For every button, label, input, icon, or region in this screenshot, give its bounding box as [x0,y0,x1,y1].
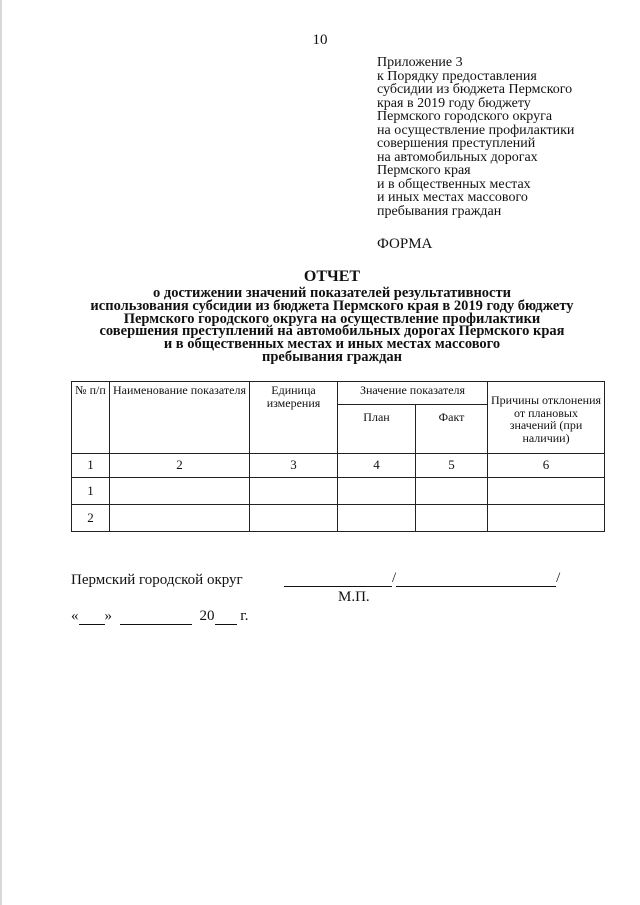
header-row [72,382,605,405]
column-number: 6 [488,454,605,478]
header-num: № п/п [72,382,110,454]
signature-separator: / [392,570,397,586]
header-name: Наименование показателя [110,382,250,454]
appendix-line: субсидии из бюджета Пермского [377,82,573,97]
row-num: 2 [72,505,110,532]
subtitle-line: и в общественных местах и иных местах массового [163,336,501,353]
signature-field[interactable] [284,571,392,587]
row-reason-cell[interactable] [488,505,605,532]
row-plan-cell[interactable] [338,505,416,532]
column-number: 1 [72,454,110,478]
row-fact-cell[interactable] [416,505,488,532]
subtitle-line: Пермского городского округа на осуществление профилактики [123,310,541,327]
subtitle-line: совершения преступлений на автомобильных дорогах Пермского края [99,323,565,340]
subtitle-line: использования субсидии из бюджета Пермского края в 2019 году бюджету [90,297,574,314]
date-close-quote: » [104,608,112,624]
header-plan: План [338,405,416,454]
row-plan-cell[interactable] [338,478,416,505]
signature-separator: / [556,570,561,586]
appendix-line: Пермского городского округа [377,109,553,124]
appendix-line: края в 2019 году бюджету [377,95,531,111]
row-unit-cell[interactable] [250,505,338,532]
column-number: 3 [250,454,338,478]
row-name-cell[interactable] [110,505,250,532]
stamp-label: М.П. [338,589,370,605]
page-number: 10 [312,32,328,48]
row-num: 1 [72,478,110,505]
subtitle-line: пребывания граждан [261,348,403,365]
column-number-row [72,454,605,478]
row-name-cell[interactable] [110,478,250,505]
appendix-line: на автомобильных дорогах [377,149,538,165]
date-open-quote: « [71,608,79,624]
appendix-block [377,56,627,218]
appendix-line: к Порядку предоставления [377,68,537,84]
date-year-prefix: 20 [199,608,215,624]
appendix-line: на осуществление профилактики [377,122,575,138]
header-value-group: Значение показателя [338,382,488,405]
appendix-line: Приложение 3 [377,55,463,70]
table-row [72,478,605,505]
header-unit: Единица измерения [250,382,338,454]
appendix-line: и иных местах массового [377,190,528,205]
header-reason: Причины отклонения от плановых значений (при наличии) [488,382,605,454]
signature-label: Пермский городской округ [71,572,243,588]
row-reason-cell[interactable] [488,478,605,505]
appendix-line: совершения преступлений [377,136,536,151]
signature-line [284,570,560,587]
date-year-field[interactable] [215,610,237,625]
report-table [71,381,605,532]
date-year-suffix: г. [240,608,249,624]
subtitle-line: о достижении значений показателей результативности [153,285,511,301]
appendix-line: и в общественных местах [377,176,531,192]
header-fact: Факт [416,405,488,454]
appendix-line: Пермского края [377,163,471,178]
form-label: ФОРМА [377,236,433,252]
column-number: 2 [110,454,250,478]
table-row [72,505,605,532]
date-day-field[interactable] [79,610,105,625]
signature-name-field[interactable] [396,571,556,587]
column-number: 5 [416,454,488,478]
column-number: 4 [338,454,416,478]
report-title: ОТЧЕТ [303,268,361,285]
appendix-line: пребывания граждан [377,203,502,219]
row-unit-cell[interactable] [250,478,338,505]
page-edge [0,0,2,905]
report-subtitle [0,287,640,364]
row-fact-cell[interactable] [416,478,488,505]
date-month-field[interactable] [120,610,192,625]
date-line [71,608,248,625]
